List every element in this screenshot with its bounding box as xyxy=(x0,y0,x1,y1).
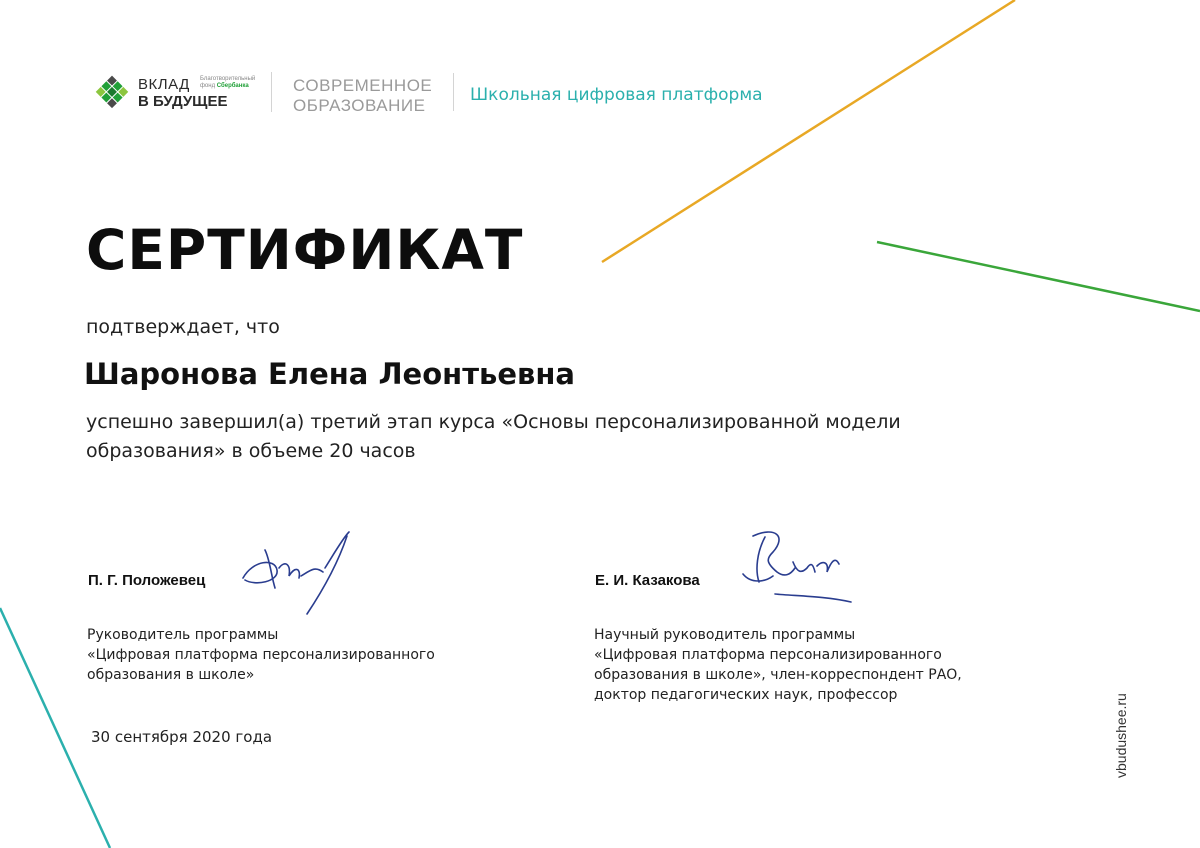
signatory-role: Руководитель программы «Цифровая платформа персонализированного образования в школе» xyxy=(87,627,435,683)
header-divider xyxy=(453,73,454,111)
signature-image xyxy=(235,530,365,620)
signature-image xyxy=(735,522,855,607)
vklad-v-budushchee-logo xyxy=(90,72,260,116)
orange-line xyxy=(602,0,1015,262)
platform-name: Школьная цифровая платформа xyxy=(470,85,763,105)
signatory-role: Научный руководитель программы «Цифровая платформа персонализированного образования в школе», член-корреспондент РАО, доктор педагогических наук, профессор xyxy=(594,627,962,703)
confirms-text: подтверждает, что xyxy=(86,316,280,338)
recipient-name: Шаронова Елена Леонтьевна xyxy=(84,357,575,391)
issue-date: 30 сентября 2020 года xyxy=(91,728,273,746)
completion-text: успешно завершил(а) третий этап курса «Основы персонализированной модели образования» в объеме 20 часов xyxy=(86,411,901,462)
signatory-name: П. Г. Положевец xyxy=(88,572,206,589)
logo-mark-icon xyxy=(90,74,134,114)
website-link[interactable]: vbudushee.ru xyxy=(1113,693,1129,778)
green-line xyxy=(877,242,1200,311)
logo-text-line1: ВКЛАД xyxy=(138,76,190,93)
logo-subtext: Благотворительный фонд Сбербанка xyxy=(200,76,256,89)
signatory-name: Е. И. Казакова xyxy=(595,572,700,589)
org-name: СОВРЕМЕННОЕ ОБРАЗОВАНИЕ xyxy=(293,76,433,115)
certificate-title: СЕРТИФИКАТ xyxy=(86,218,524,282)
logo-text-line2: В БУДУЩЕЕ xyxy=(138,93,228,110)
header-divider xyxy=(271,72,272,112)
